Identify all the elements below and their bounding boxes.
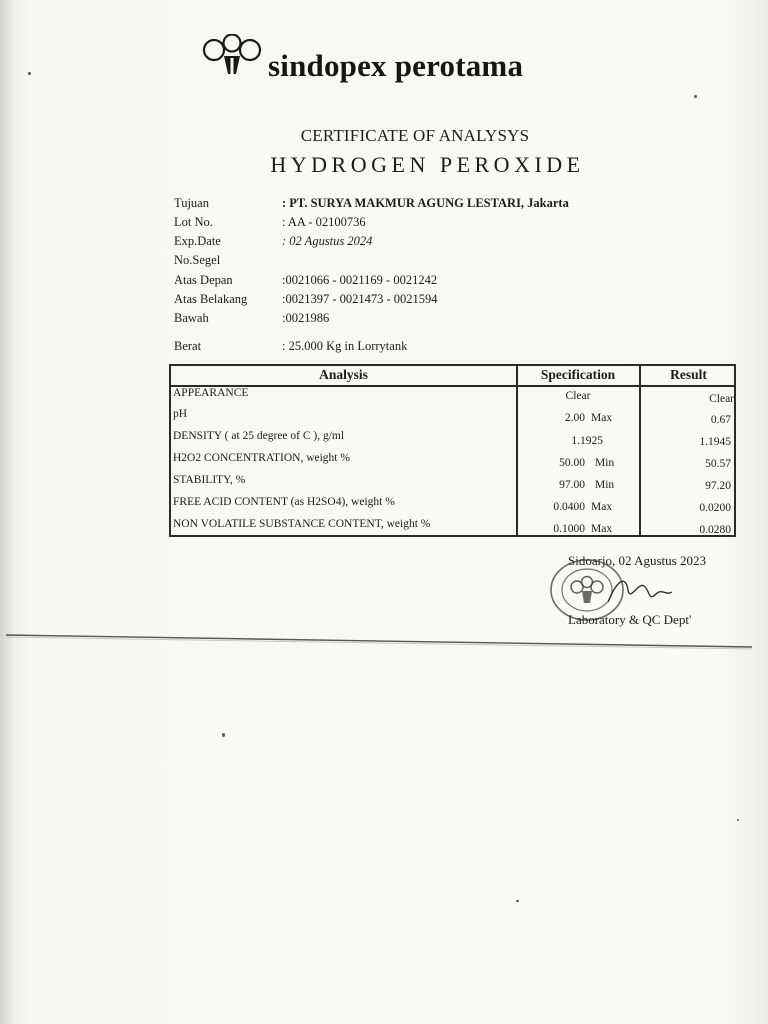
- table-row-analysis: DENSITY ( at 25 degree of C ), g/ml: [173, 430, 345, 442]
- info-label: Tujuan: [174, 196, 209, 210]
- signature-scribble-icon: [604, 572, 674, 612]
- info-label: No.Segel: [174, 253, 221, 267]
- info-label: Atas Belakang: [174, 292, 248, 306]
- company-name: sindopex perotama: [268, 48, 524, 83]
- table-row-analysis: pH: [173, 408, 188, 420]
- table-row-spec-limit: Max: [591, 501, 613, 513]
- info-label: Atas Depan: [174, 273, 233, 287]
- scan-speck: [694, 95, 697, 98]
- signature-place-date: Sidoarjo, 02 Agustus 2023: [568, 553, 706, 568]
- info-row-lot-no: [174, 215, 366, 230]
- table-row-result: 1.1945: [699, 436, 731, 448]
- info-row-exp-date: [174, 234, 372, 249]
- info-label: Exp.Date: [174, 234, 221, 248]
- info-value: :0021066 - 0021169 - 0021242: [282, 273, 438, 287]
- product-title: HYDROGEN PEROXIDE: [270, 152, 585, 177]
- info-label: Berat: [174, 339, 202, 353]
- table-row-result: Clear: [709, 393, 734, 405]
- table-row-spec-limit: Max: [591, 523, 613, 535]
- table-row-analysis: STABILITY, %: [173, 474, 246, 486]
- info-label: Bawah: [174, 311, 209, 325]
- info-row-bawah: [174, 311, 329, 326]
- page-fold-line: [6, 633, 752, 651]
- table-row-analysis: FREE ACID CONTENT (as H2SO4), weight %: [173, 496, 395, 508]
- table-row-analysis: H2O2 CONCENTRATION, weight %: [173, 452, 350, 464]
- scan-speck: [516, 900, 519, 902]
- table-row-spec-value: Clear: [565, 390, 591, 402]
- scan-speck: [222, 733, 225, 737]
- analysis-table: [169, 364, 736, 537]
- scan-speck: [28, 72, 31, 75]
- table-row-result: 0.0200: [699, 502, 731, 514]
- certificate-title: CERTIFICATE OF ANALYSYS: [300, 126, 530, 145]
- info-value: : 02 Agustus 2024: [282, 234, 373, 248]
- info-row-atas-depan: [174, 273, 437, 288]
- sindopex-logo-icon: [200, 34, 264, 78]
- table-row-spec-value: 2.00: [564, 412, 585, 424]
- info-row-tujuan: [174, 196, 569, 211]
- table-row-analysis: APPEARANCE: [173, 387, 249, 399]
- table-header-divider: [171, 385, 734, 387]
- header-result: Result: [670, 367, 707, 382]
- signature-department: Laboratory & QC Dept': [568, 612, 692, 627]
- table-row-result: 0.0280: [699, 524, 731, 536]
- table-row-spec-value: 0.0400: [553, 501, 585, 513]
- table-row-spec-limit: Max: [591, 412, 613, 424]
- info-value: : AA - 02100736: [282, 215, 366, 229]
- table-row-result: 50.57: [705, 458, 731, 470]
- info-value: : 25.000 Kg in Lorrytank: [282, 339, 408, 353]
- table-row-result: 0.67: [710, 414, 731, 426]
- info-value: :0021397 - 0021473 - 0021594: [282, 292, 438, 306]
- info-value: :0021986: [282, 311, 330, 325]
- table-row-spec-value: 0.1000: [553, 523, 585, 535]
- table-row-spec-value: 50.00: [559, 457, 585, 469]
- info-value: : PT. SURYA MAKMUR AGUNG LESTARI, Jakarta: [282, 196, 569, 210]
- info-row-berat: [174, 339, 407, 354]
- table-row-spec-value: 1.1925: [571, 435, 603, 447]
- table-row-spec-limit: Min: [595, 479, 615, 491]
- header-specification: Specification: [540, 367, 616, 382]
- info-row-no-segel: [174, 253, 282, 268]
- header-analysis: Analysis: [319, 367, 368, 382]
- info-row-atas-belakang: [174, 292, 438, 307]
- table-row-analysis: NON VOLATILE SUBSTANCE CONTENT, weight %: [173, 518, 431, 530]
- table-row-spec-value: 97.00: [559, 479, 585, 491]
- scan-speck: [737, 819, 739, 821]
- info-label: Lot No.: [174, 215, 213, 229]
- table-row-result: 97.20: [705, 480, 731, 492]
- table-row-spec-limit: Min: [595, 457, 615, 469]
